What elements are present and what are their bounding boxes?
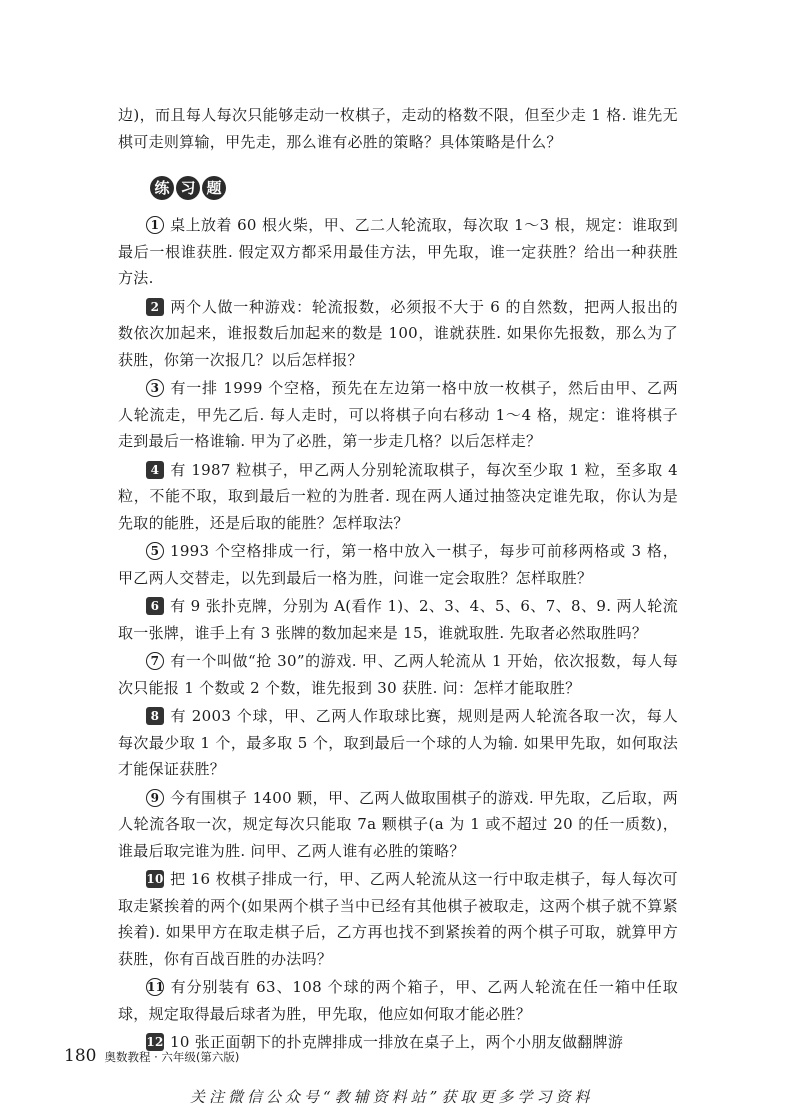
- exercise-text: 有分别装有 63、108 个球的两个箱子，甲、乙两人轮流在任一箱中任取球，规定取得最后球者为胜，甲先取，他应如何取才能必胜？: [118, 978, 678, 1023]
- exercise-number: 1: [146, 216, 164, 234]
- section-title-char: 练: [150, 176, 174, 200]
- exercise-text: 有 1987 粒棋子，甲乙两人分别轮流取棋子，每次至少取 1 粒，至多取 4 粒，不能不取，取到最后一粒的为胜者. 现在两人通过抽签决定谁先取，你认为是先取的能胜，还是后取的能胜？怎样取法？: [118, 460, 678, 532]
- exercise-text: 有 2003 个球，甲、乙两人作取球比赛，规则是两人轮流各取一次，每人每次最少取 1 个，最多取 5 个，取到最后一个球的人为输. 如果甲先取，如何取法才能保证获胜？: [118, 707, 678, 778]
- exercise-text: 有一个叫做“抢 30”的游戏. 甲、乙两人轮流从 1 开始，依次报数，每人每次只能报 1 个数或 2 个数，谁先报到 30 获胜. 问：怎样才能取胜？: [118, 652, 678, 697]
- page-number: 180: [64, 1046, 97, 1066]
- exercise-item: [118, 294, 678, 374]
- exercise-item: [118, 457, 678, 537]
- section-title-char: 题: [202, 176, 226, 200]
- watermark-text: 关注微信公众号“教辅资料站”获取更多学习资料: [190, 1088, 594, 1106]
- exercise-number: 2: [146, 298, 164, 316]
- exercise-text: 桌上放着 60 根火柴，甲、乙二人轮流取，每次取 1～3 根，规定：谁取到最后一根谁获胜. 假定双方都采用最佳方法，甲先取，谁一定获胜？给出一种获胜方法.: [118, 216, 678, 287]
- exercise-item: [118, 593, 678, 646]
- exercise-number: 5: [146, 542, 164, 560]
- exercise-item: [118, 212, 678, 292]
- exercise-text: 今有围棋子 1400 颗，甲、乙两人做取围棋子的游戏. 甲先取，乙后取，两人轮流各取一次，规定每次只能取 7a 颗棋子(a 为 1 或不超过 20 的任一质数)，谁最后取完谁为胜. 问甲、乙两人谁有必胜的策略？: [118, 788, 678, 860]
- exercise-item: [118, 648, 678, 701]
- exercise-number: 4: [146, 461, 164, 479]
- exercise-number: 11: [147, 980, 165, 994]
- exercise-text: 10 张正面朝下的扑克牌排成一排放在桌子上，两个小朋友做翻牌游: [170, 1033, 624, 1051]
- exercise-number: 9: [146, 789, 164, 807]
- section-title-exercises: [150, 176, 226, 200]
- exercise-text: 把 16 枚棋子排成一行，甲、乙两人轮流从这一行中取走棋子，每人每次可取走紧挨着的两个(如果两个棋子当中已经有其他棋子被取走，这两个棋子就不算紧挨着). 如果甲方在取走棋子后，乙方再也找不到紧挨着的两个棋子可取，就算甲方获胜，你有百战百胜的办法吗？: [118, 870, 678, 968]
- exercise-number: 7: [146, 652, 164, 670]
- exercise-text: 有 9 张扑克牌，分别为 A(看作 1)、2、3、4、5、6、7、8、9. 两人轮流取一张牌，谁手上有 3 张牌的数加起来是 15，谁就取胜. 先取者必然取胜吗？: [118, 597, 678, 642]
- section-title-char: 习: [176, 176, 200, 200]
- exercise-item: [118, 538, 678, 591]
- exercise-number: 10: [146, 872, 164, 886]
- exercise-text: 1993 个空格排成一行，第一格中放入一棋子，每步可前移两格或 3 格，甲乙两人交替走，以先到最后一格为胜，问谁一定会取胜？怎样取胜？: [118, 542, 678, 587]
- exercise-text: 有一排 1999 个空格，预先在左边第一格中放一枚棋子，然后由甲、乙两人轮流走，甲先乙后. 每人走时，可以将棋子向右移动 1～4 格，规定：谁将棋子走到最后一格谁输. 甲为了必胜，第一步走几格？以后怎样走？: [118, 379, 678, 450]
- exercise-item: [118, 974, 678, 1027]
- exercise-list: [118, 212, 678, 1058]
- exercise-item: [118, 785, 678, 865]
- book-title: 奥数教程 · 六年级(第六版): [104, 1050, 240, 1064]
- exercise-number: 3: [146, 379, 164, 397]
- exercise-number: 12: [146, 1035, 164, 1049]
- exercise-item: [118, 375, 678, 455]
- exercise-item: [118, 703, 678, 783]
- intro-paragraph: 边)，而且每人每次只能够走动一枚棋子，走动的格数不限，但至少走 1 格. 谁先无棋可走则算输，甲先走，那么谁有必胜的策略？具体策略是什么？: [118, 106, 678, 151]
- exercise-number: 6: [146, 597, 164, 615]
- exercise-text: 两个人做一种游戏：轮流报数，必须报不大于 6 的自然数，把两人报出的数依次加起来，谁报数后加起来的数是 100，谁就获胜. 如果你先报数，那么为了获胜，你第一次报几？以后怎样报？: [118, 297, 678, 369]
- page-footer: [64, 1046, 239, 1066]
- exercise-number: 8: [146, 707, 164, 725]
- exercise-item: [118, 866, 678, 972]
